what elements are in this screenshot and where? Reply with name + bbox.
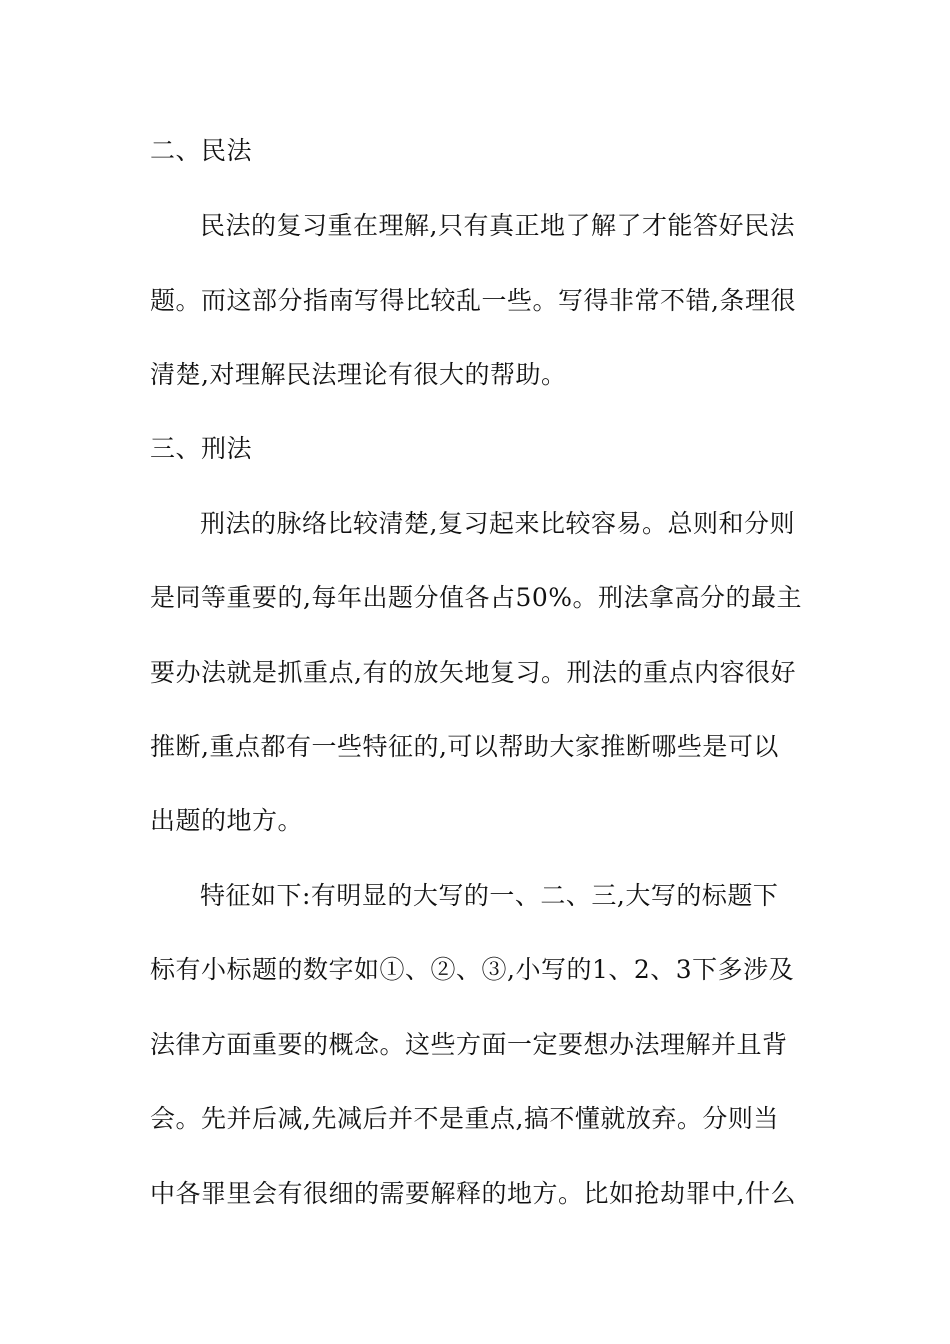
paragraph-line: 会。先并后减,先减后并不是重点,搞不懂就放弃。分则当 [150, 1104, 779, 1133]
paragraph-line: 清楚,对理解民法理论有很大的帮助。 [150, 360, 567, 389]
paragraph-line: 民法的复习重在理解,只有真正地了解了才能答好民法 [200, 211, 795, 240]
paragraph-line: 题。而这部分指南写得比较乱一些。写得非常不错,条理很 [150, 286, 796, 315]
section-heading-criminal-law: 三、刑法 [150, 434, 253, 463]
paragraph-line: 推断,重点都有一些特征的,可以帮助大家推断哪些是可以 [150, 732, 779, 761]
paragraph-line: 是同等重要的,每年出题分值各占50%。刑法拿高分的最主 [150, 583, 803, 612]
paragraph-line: 标有小标题的数字如①、②、③,小写的1、2、3下多涉及 [150, 955, 795, 984]
paragraph-line: 出题的地方。 [150, 806, 304, 835]
paragraph-line: 特征如下:有明显的大写的一、二、三,大写的标题下 [200, 881, 779, 910]
paragraph-line: 法律方面重要的概念。这些方面一定要想办法理解并且背 [150, 1030, 788, 1059]
section-heading-civil-law: 二、民法 [150, 136, 253, 165]
paragraph-line: 中各罪里会有很细的需要解释的地方。比如抢劫罪中,什么 [150, 1179, 796, 1208]
paragraph-line: 刑法的脉络比较清楚,复习起来比较容易。总则和分则 [200, 509, 795, 538]
paragraph-line: 要办法就是抓重点,有的放矢地复习。刑法的重点内容很好 [150, 658, 796, 687]
